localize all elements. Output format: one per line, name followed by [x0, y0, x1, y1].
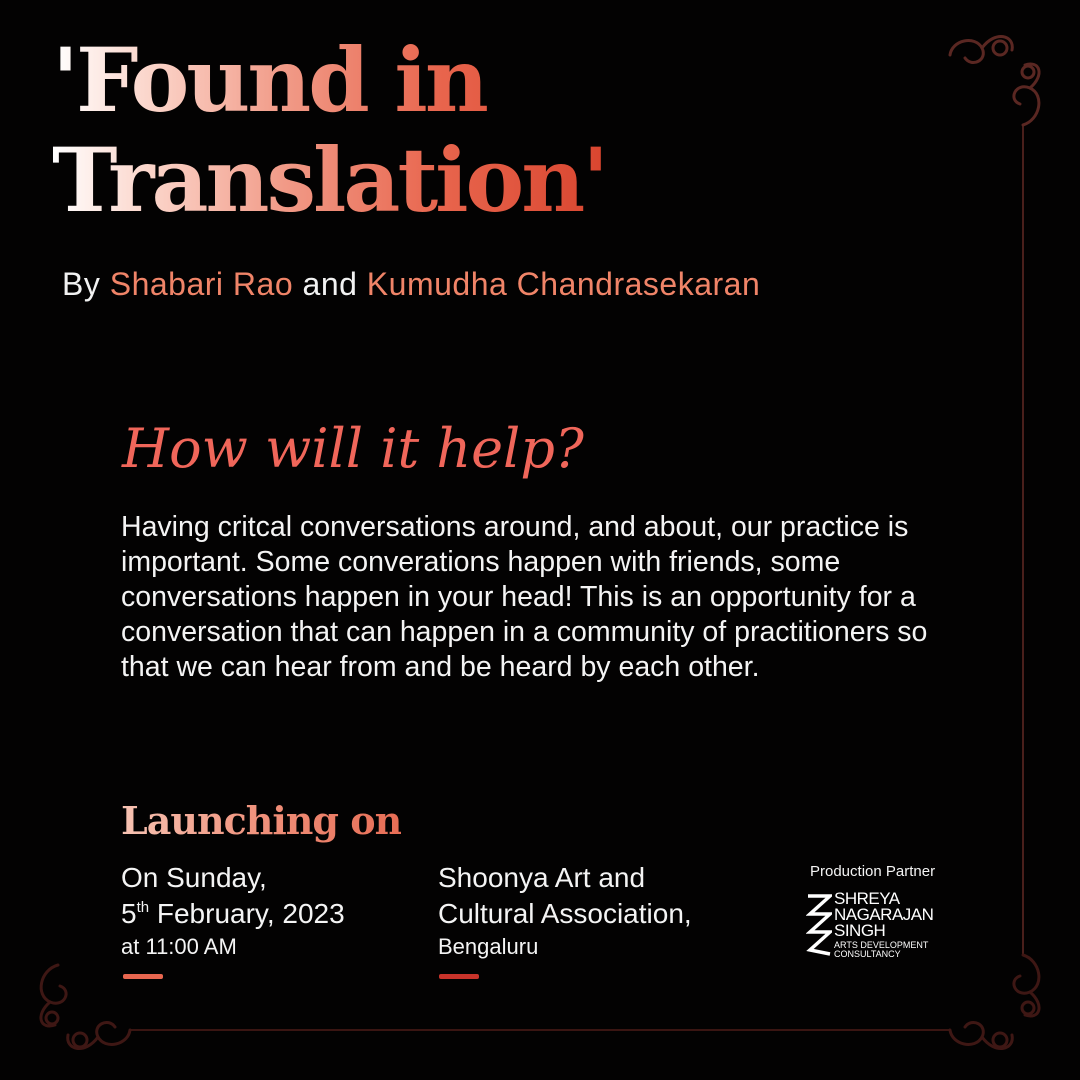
launch-venue-block [438, 860, 692, 962]
logo-text-line-2: NAGARAJAN [834, 905, 934, 924]
logo-text-line-1: SHREYA [834, 889, 900, 908]
launch-date-block [121, 860, 345, 962]
logo-text-line-4: ARTS DEVELOPMENT [834, 940, 929, 950]
byline [62, 262, 760, 306]
partner-logo [806, 890, 946, 962]
date-line-2 [121, 896, 345, 932]
author-name-1: Shabari Rao [109, 266, 294, 302]
byline-prefix: By [62, 266, 101, 302]
author-name-2: Kumudha Chandrasekaran [366, 266, 761, 302]
date-rest: February, 2023 [156, 898, 345, 929]
event-title [52, 30, 606, 230]
section-body: Having critcal conversations around, and about, our practice is important. Some converations happen with friends, some conversations happen in your head! This is an opportunity for a conversation that can happen in a community of practitioners so that we can hear from and be heard by each other. [121, 511, 928, 683]
zigzag-s-mark-icon [806, 892, 832, 958]
title-line-2: Translation' [52, 128, 607, 232]
partner-label: Production Partner [810, 863, 936, 880]
venue-underline [439, 974, 479, 979]
venue-city: Bengaluru [438, 934, 539, 959]
flourish-bottom-right-icon [950, 955, 1039, 1049]
logo-text-line-3: SINGH [834, 921, 886, 940]
title-line-1: 'Found in [52, 28, 486, 132]
flourish-top-right-icon [950, 36, 1039, 125]
section-heading: How will it help? [122, 417, 584, 480]
date-line-1: On Sunday, [121, 862, 267, 893]
date-underline [123, 974, 163, 979]
launch-heading: Launching on [121, 796, 401, 846]
venue-line-1: Shoonya Art and [438, 862, 646, 893]
venue-line-2: Cultural Association, [438, 898, 692, 929]
flourish-bottom-left-icon [41, 965, 130, 1049]
byline-connector: and [302, 266, 358, 302]
date-suffix: th [136, 899, 150, 916]
date-day: 5 [121, 898, 137, 929]
logo-text-line-5: CONSULTANCY [834, 949, 901, 959]
launch-time: at 11:00 AM [121, 934, 237, 959]
